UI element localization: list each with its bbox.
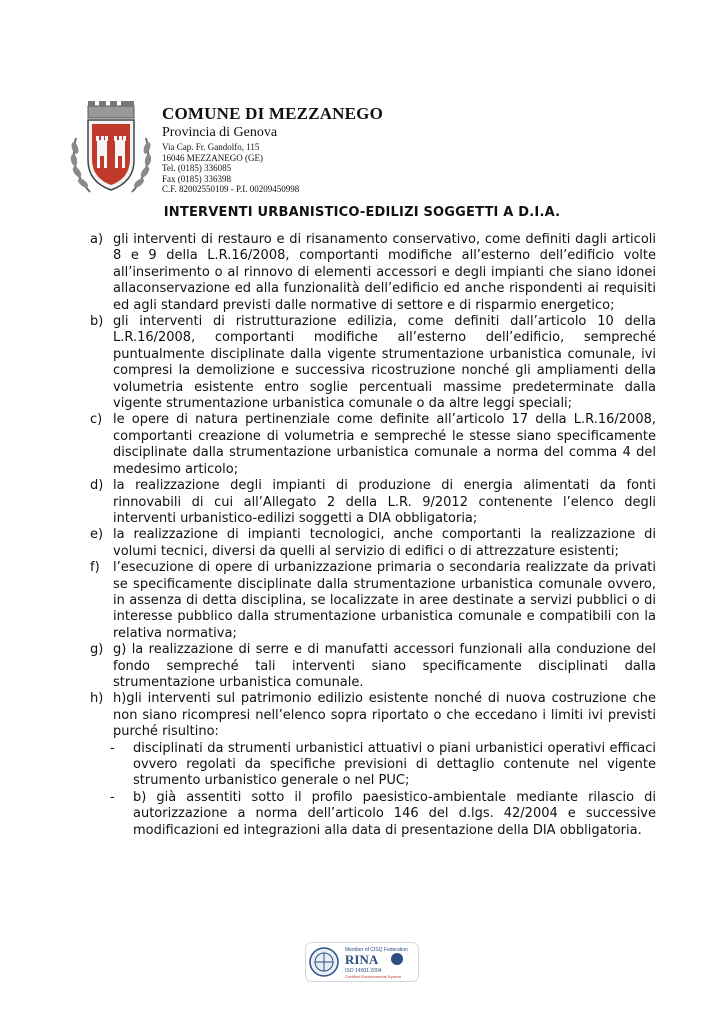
item-text: gli interventi di restauro e di risanamento conservativo, come definiti dagli articoli 8 e 9 della L.R.16/2008, comportanti modifiche all’esterno dell’edificio volte all’inserimento o al rinnovo di elementi accessori e degli impianti che siano idonei allaconservazione ed alla funzionalità dell’edificio ed anche rispondenti ai requisiti ed agli standard previsti dalle normative di settore e di risparmio energetico; <box>113 232 656 313</box>
list-item <box>90 314 656 412</box>
sub-item-dash: - <box>110 789 115 805</box>
list-item <box>90 478 656 527</box>
item-text: la realizzazione degli impianti di produzione di energia alimentati da fonti rinnovabili di cui all’Allegato 2 della L.R. 9/2012 contenente l’elenco degli interventi urbanistico-edilizi soggetti a DIA obbligatoria; <box>113 478 656 526</box>
item-text: h)gli interventi sul patrimonio edilizio esistente nonché di nuova costruzione che non siano ricompresi nell’elenco sopra riportato o che eccedano i limiti ivi previsti purché risultino: <box>113 691 656 740</box>
sub-item-text: b) già assentiti sotto il profilo paesistico-ambientale mediante rilascio di autorizzazione a norma dell’articolo 146 del d.lgs. 42/2004 e successive modificazioni ed integrazioni alla data di presentazione della DIA obbligatoria. <box>133 789 656 838</box>
logo-brand: RINA <box>345 952 379 967</box>
list-item <box>90 412 656 478</box>
list-item <box>90 642 656 691</box>
rina-certification-logo <box>305 942 419 982</box>
province: Provincia di Genova <box>162 125 278 140</box>
item-label: f) <box>90 560 100 576</box>
item-label: a) <box>90 232 104 247</box>
municipal-crest-icon <box>66 98 156 198</box>
document-title: INTERVENTI URBANISTICO-EDILIZI SOGGETTI A D.I.A. <box>163 205 561 220</box>
logo-top-line: Member of CISQ Federation <box>345 947 408 953</box>
list-item <box>90 560 656 642</box>
item-label: h) <box>90 691 104 707</box>
org-name: COMUNE DI MEZZANEGO <box>162 104 384 123</box>
sub-list-item <box>90 741 656 790</box>
tax-codes: C.F. 82002550109 - P.I. 00209450998 <box>162 184 300 194</box>
item-label: d) <box>90 478 104 494</box>
item-text: le opere di natura pertinenziale come definite all’articolo 17 della L.R.16/2008, comportanti creazione di volumetria e sempreché le stesse siano specificamente disciplinate dalla strumentazione urbanistica comunale a norma del comma 4 del medesimo articolo; <box>113 412 656 477</box>
fax: Fax (0185) 336398 <box>162 173 231 184</box>
address: Via Cap. Fr. Gandolfo, 115 <box>162 142 260 152</box>
list-item <box>90 691 656 740</box>
intervention-list <box>90 232 656 839</box>
item-text: la realizzazione di impianti tecnologici, anche comportanti la realizzazione di volumi tecnici, diversi da quelli al servizio di edifici o di attrezzature esistenti; <box>113 527 656 559</box>
city: 16046 MEZZANEGO (GE) <box>162 152 263 163</box>
item-text: gli interventi di ristrutturazione edilizia, come definiti dall’articolo 10 della L.R.16/2008, comportanti modifiche all’esterno dell’edificio, sempreché puntualmente disciplinate dalla vigente strumentazione urbanistica comunale, ivi compresi la demolizione e successiva ricostruzione nonché gli ampliamenti della volumetria esistente entro soglie percentuali massime predeterminate dalla vigente strumentazione urbanistica comunale o da altre leggi speciali; <box>113 314 656 412</box>
list-item <box>90 232 656 314</box>
sub-item-dash: - <box>110 740 115 756</box>
telephone: Tel. (0185) 336085 <box>162 163 232 173</box>
item-label: c) <box>90 412 103 428</box>
list-item <box>90 527 656 560</box>
item-label: b) <box>90 314 104 330</box>
logo-cert-sub: Certified Environmental System <box>345 974 402 979</box>
logo-cert: ISO 14001:2004 <box>345 968 382 974</box>
item-text: g) la realizzazione di serre e di manufatti accessori funzionali alla conduzione del fondo sempreché tali interventi siano specificamente disciplinati dalla strumentazione urbanistica comunale. <box>113 642 656 690</box>
item-text: l’esecuzione di opere di urbanizzazione primaria o secondaria realizzate da privati se specificamente disciplinate dalla strumentazione urbanistica comunale ovvero, in assenza di detta disciplina, se localizzate in aree destinate a servizi pubblici o di interesse pubblico dalla strumentazione urbanistica comunale e compatibili con la relativa normativa; <box>113 560 656 641</box>
item-label: g) <box>90 642 104 658</box>
item-label: e) <box>90 527 104 543</box>
sub-list-item <box>90 790 656 839</box>
letterhead <box>66 98 466 198</box>
sub-item-text: disciplinati da strumenti urbanistici attuativi o piani urbanistici operativi efficaci ovvero regolati da specifiche previsioni di dettaglio contenute nel vigente strumento urbanistico generale o nel PUC; <box>133 740 656 789</box>
